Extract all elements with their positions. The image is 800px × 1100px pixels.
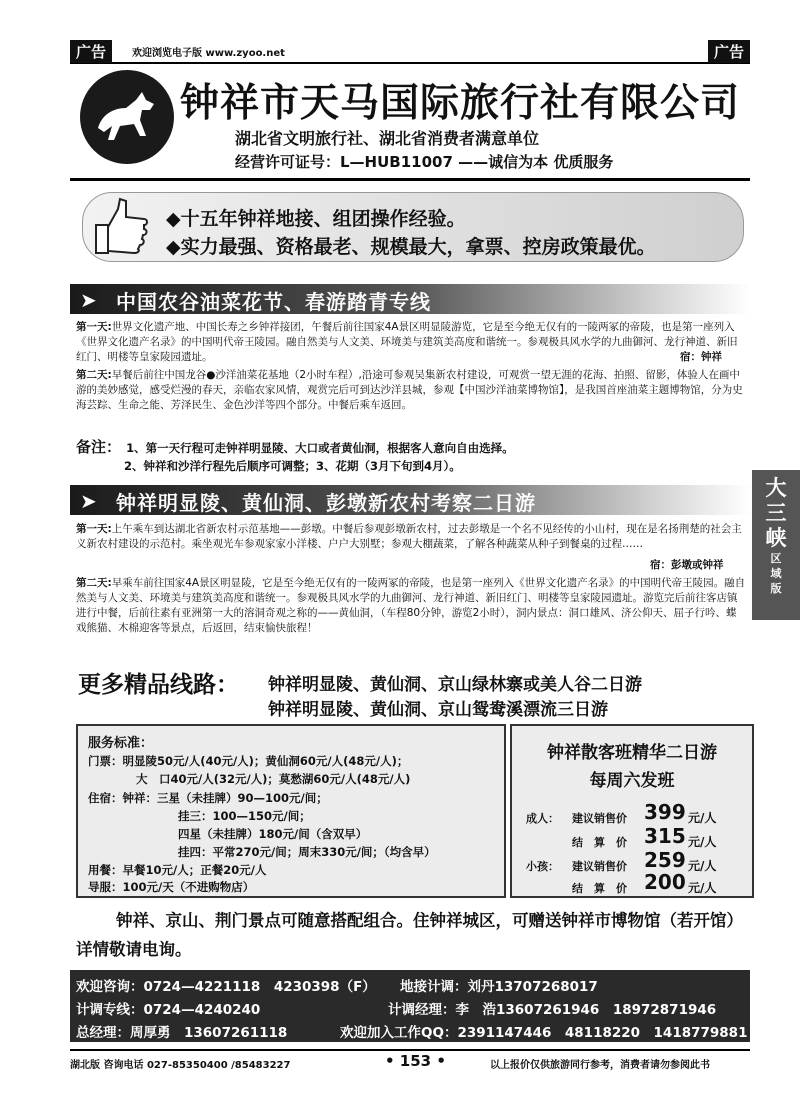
ad-tag-left: 广告: [70, 40, 112, 63]
route2-day2: [76, 576, 746, 636]
route1-day1-sleep: 宿：钟祥: [680, 351, 722, 363]
highlight-2: ◆实力最强、资格最老、规模最大，拿票、控房政策最优。: [166, 236, 656, 258]
price-title-2: 每周六发班: [589, 771, 675, 791]
route2-day1: [76, 522, 746, 552]
price-unit: 元/人: [688, 881, 717, 895]
section-header-route2: [70, 485, 750, 515]
route2-day1-sleep: 宿：彭墩或钟祥: [650, 559, 724, 571]
child-suggested-price: 259: [644, 848, 686, 872]
route2-title: 钟祥明显陵、黄仙洞、彭墩新农村考察二日游: [116, 491, 536, 515]
region-side-tab: [752, 470, 800, 620]
contact-box: [70, 970, 750, 1042]
child-label: 小孩：: [526, 860, 559, 873]
adult-suggested-price: 399: [644, 800, 686, 824]
route1-note: [76, 436, 514, 457]
child-settle-label: 结 算 价: [572, 882, 627, 895]
route1-day1-label: 第一天:: [76, 321, 112, 333]
footer-hotline: 湖北版 咨询电话 027-85350400 /85483227: [70, 1060, 291, 1071]
more-route-1: 钟祥明显陵、黄仙洞、京山绿林寨或美人谷二日游: [268, 675, 642, 695]
horse-logo-icon: [80, 70, 174, 164]
route1-day2-label: 第二天:: [76, 369, 112, 381]
route2-day1-label: 第一天:: [76, 523, 112, 535]
child-settle-price: 200: [644, 870, 686, 894]
route1-title: 中国农谷油菜花节、春游踏青专线: [116, 290, 431, 314]
route2-day1-text: 上午乘车到达湖北省新农村示范基地——彭墩。中餐后参观彭墩新农村，过去彭墩是一个名不见经传的小山村，现在是名扬荆楚的社会主义新农村建设的示范村。乘坐观光车参观家家小洋楼、户户大别墅；参观大棚蔬菜，了解各种蔬菜从种子到餐桌的过程……: [76, 523, 742, 550]
adult-suggested-label: 建议销售价: [572, 812, 627, 825]
license-line: 经营许可证号：L—HUB11007 ——诚信为本 优质服务: [235, 153, 614, 171]
route1-day2: [76, 368, 746, 413]
note-2: 2、钟祥和沙洋行程先后顺序可调整；3、花期（3月下旬到4月）。: [124, 459, 461, 473]
contact-op-line: 计调专线：0724—4240240: [76, 1002, 261, 1018]
route1-day2-text: 早餐后前往中国龙谷●沙洋油菜花基地（2小时车程）,沿途可参观吴集新农村建设，可观赏一望无涯的花海、拍照、留影，体验人在画中游的美妙感觉，感受烂漫的春天，亲临农家风情，观赏完后可到达沙洋县城，参观【中国沙洋油菜博物馆】，是我国首座油菜主题博物馆，分为史海芸踪、生命之能、芳泽民生、金色沙洋等四个部分。中餐后乘车返回。: [76, 369, 743, 411]
price-title-1: 钟祥散客班精华二日游: [547, 743, 717, 763]
route1-day1-text: 世界文化遗产地、中国长寿之乡钟祥接团，午餐后前往国家4A景区明显陵游览，它是至今绝无仅有的一陵两冢的帝陵，也是第一座列入《世界文化遗产名录》的中国明代帝王陵园。融自然美与人文美、环境美与建筑美高度和谐统一。参观极具风水学的九曲御河、龙行神道、新旧红门、明楼等皇家陵园遗址。: [76, 321, 738, 363]
service-title: 服务标准：: [88, 736, 154, 751]
side-tab-sub: 区域版: [770, 552, 782, 595]
price-unit: 元/人: [688, 835, 717, 849]
child-suggested-label: 建议销售价: [572, 860, 627, 873]
route2-day2-label: 第二天:: [76, 577, 112, 589]
contact-consult: 欢迎咨询：0724—4221118 4230398（F）: [76, 979, 376, 995]
service-lodging-3: 四星（未挂牌）180元/间（含双早）: [178, 827, 368, 841]
side-tab-title: 大三峡: [765, 476, 787, 550]
welcome-text: 欢迎浏览电子版 www.zyoo.net: [132, 48, 285, 59]
adult-label: 成人：: [526, 812, 559, 825]
page-number: • 153 •: [385, 1052, 446, 1070]
combo-text: 钟祥、京山、荆门景点可随意搭配组合。住钟祥城区，可赠送钟祥市博物馆（若开馆）详情敬请电询。: [76, 911, 743, 959]
note-1: 1、第一天行程可走钟祥明显陵、大口或者黄仙洞，根据客人意向自由选择。: [126, 441, 514, 455]
route1-day1: [76, 320, 746, 365]
service-standards-box: [76, 724, 506, 898]
arrow-right-icon: ➤: [80, 489, 97, 513]
adult-settle-label: 结 算 价: [572, 836, 627, 849]
contact-ground-op: 地接计调：刘丹13707268017: [400, 979, 598, 995]
footer-disclaimer: 以上报价仅供旅游同行参考，消费者请勿参阅此书: [490, 1060, 710, 1071]
adult-settle-price: 315: [644, 824, 686, 848]
footer-divider: [70, 1049, 750, 1051]
company-name: 钟祥市天马国际旅行社有限公司: [180, 81, 741, 126]
note-label: 备注：: [76, 438, 122, 456]
thumbs-up-icon: [88, 195, 154, 257]
contact-op-manager: 计调经理：李 浩13607261946 18972871946: [388, 1002, 717, 1018]
arrow-right-icon: ➤: [80, 288, 97, 312]
price-box: [510, 724, 754, 898]
service-lodging-4: 挂四：平常270元/间；周末330元/间；（均含早）: [178, 845, 436, 859]
service-lodging-2: 挂三：100—150元/间；: [178, 809, 311, 823]
price-unit: 元/人: [688, 859, 717, 873]
contact-qq: 欢迎加入工作QQ：2391147446 48118220 1418779881: [340, 1025, 748, 1041]
service-tickets-1: 门票：明显陵50元/人(40元/人)；黄仙洞60元/人(48元/人)；: [88, 754, 409, 768]
honors-line: 湖北省文明旅行社、湖北省消费者满意单位: [235, 129, 540, 148]
service-guide: 导服：100元/天（不进购物店）: [88, 880, 255, 894]
service-lodging-1: 住宿：钟祥：三星（未挂牌）90—100元/间；: [88, 791, 328, 805]
ad-tag-right: 广告: [708, 40, 750, 63]
price-unit: 元/人: [688, 811, 717, 825]
more-routes-heading: 更多精品线路：: [78, 672, 239, 698]
section-header-route1: [70, 284, 750, 314]
highlight-1: ◆十五年钟祥地接、组团操作经验。: [166, 208, 466, 230]
service-tickets-2: 大 口40元/人(32元/人)；莫愁湖60元/人(48元/人): [136, 772, 411, 786]
contact-gm: 总经理：周厚勇 13607261118: [76, 1025, 288, 1041]
service-meals: 用餐：早餐10元/人；正餐20元/人: [88, 863, 267, 877]
top-bar: [70, 40, 750, 64]
more-route-2: 钟祥明显陵、黄仙洞、京山鸳鸯溪漂流三日游: [268, 700, 608, 720]
header-divider: [70, 178, 750, 181]
route2-day2-text: 早乘车前往国家4A景区明显陵，它是至今绝无仅有的一陵两冢的帝陵，也是第一座列入《世界文化遗产名录》的中国明代帝王陵园。融自然美与人文美、环境美与建筑美高度和谐统一。参观极具风水学的九曲御河、龙行神道、新旧红门、明楼等皇家陵园遗址。游览完后前往客店镇进行中餐，后前往素有亚洲第一大的溶洞奇观之称的——黄仙洞，（车程80分钟，游览2小时），洞内景点：洞口雄风、济公仰天、屈子行吟、蝶戏熊猫、木棉迎客等景点，后返回，结束愉快旅程！: [76, 577, 746, 634]
